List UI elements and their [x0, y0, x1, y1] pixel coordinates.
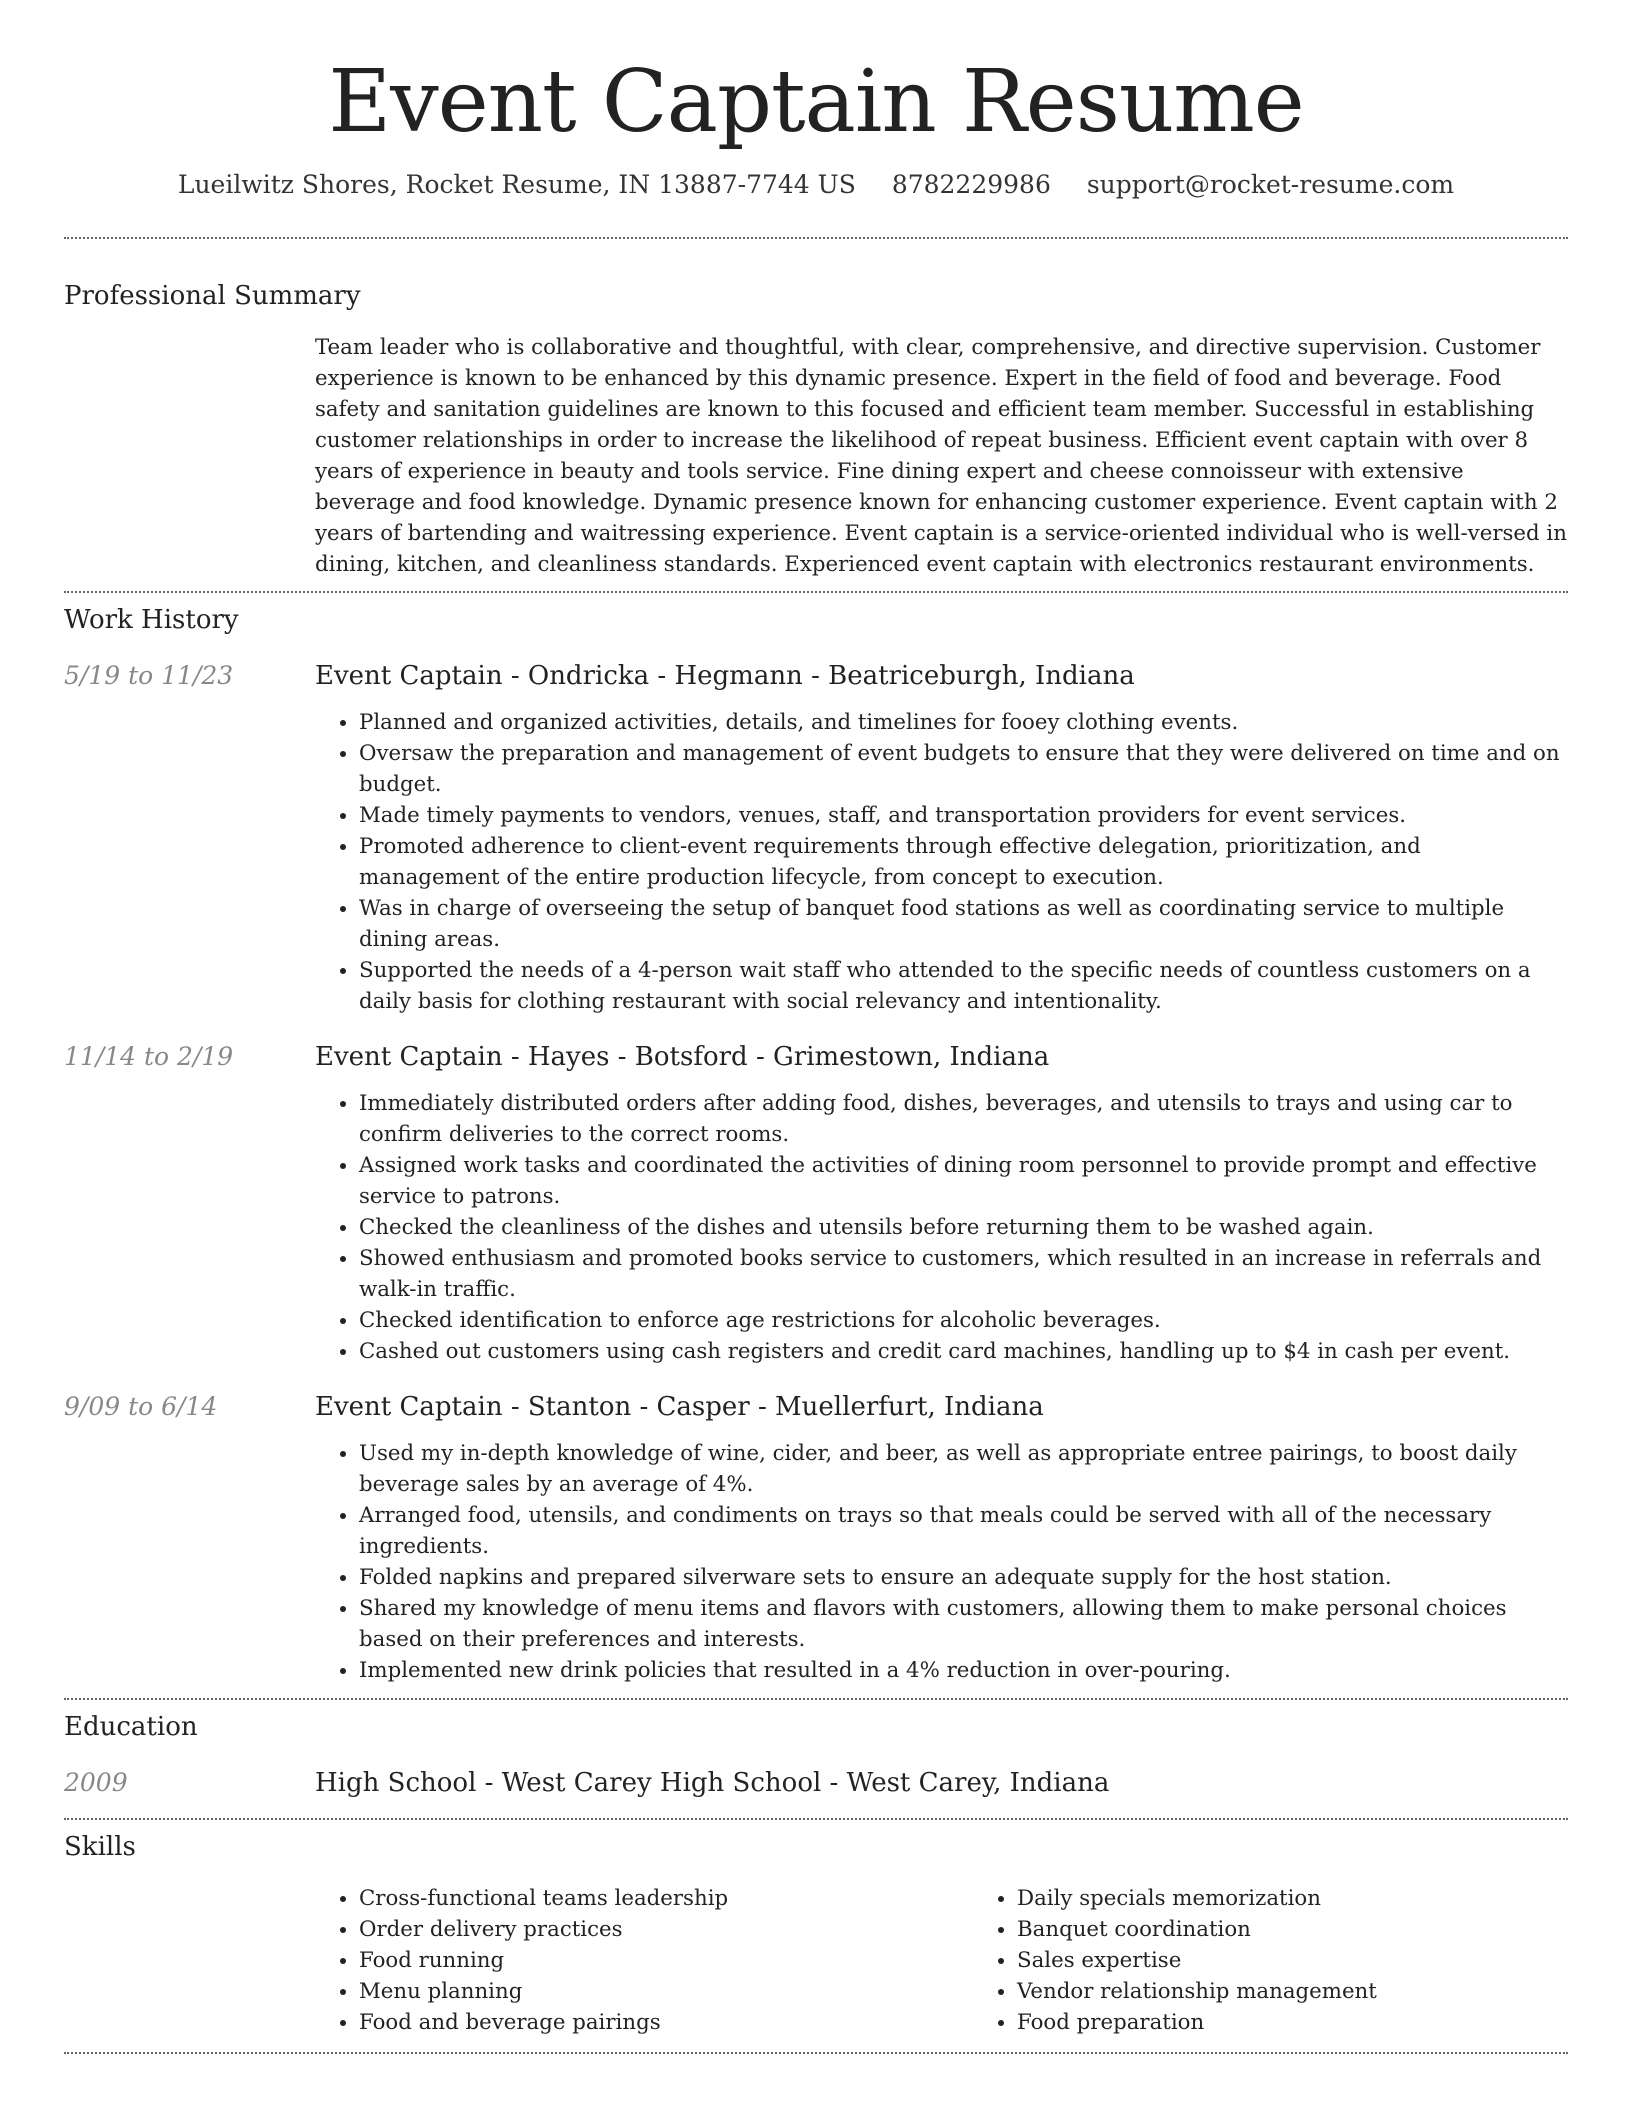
contact-line	[64, 168, 1568, 202]
job-bullet: • Planned and organized activities, details, and timelines for fooey clothing events.	[359, 707, 1568, 738]
skill-item: • Banquet coordination	[1017, 1914, 1631, 1945]
contact-email: support@rocket-resume.com	[1086, 170, 1455, 199]
skill-item: • Order delivery practices	[359, 1914, 973, 1945]
contact-phone: 8782229986	[891, 170, 1051, 199]
job-bullets	[315, 1088, 1568, 1367]
section-heading-work: Work History	[64, 605, 239, 635]
job-entry	[64, 659, 1568, 1017]
job-bullet: • Was in charge of overseeing the setup of banquet food stations as well as coordinating service to multiple dining areas.	[359, 893, 1568, 955]
skill-item: • Daily specials memorization	[1017, 1883, 1631, 1914]
skill-item: • Vendor relationship management	[1017, 1976, 1631, 2007]
job-bullet: • Oversaw the preparation and management of event budgets to ensure that they were delivered on time and on budget.	[359, 738, 1568, 800]
job-bullet: • Promoted adherence to client-event requirements through effective delegation, prioritization, and management of the entire production lifecycle, from concept to execution.	[359, 831, 1568, 893]
job-entry	[64, 1040, 1568, 1367]
job-bullet: • Showed enthusiasm and promoted books service to customers, which resulted in an increase in referrals and walk-in traffic.	[359, 1243, 1568, 1305]
job-bullets	[315, 1438, 1568, 1686]
job-title: Event Captain - Ondricka - Hegmann - Beatriceburgh, Indiana	[315, 661, 1135, 691]
job-bullet: • Shared my knowledge of menu items and flavors with customers, allowing them to make personal choices based on their preferences and interests.	[359, 1593, 1568, 1655]
divider	[64, 1698, 1568, 1700]
divider	[64, 237, 1568, 239]
divider	[64, 591, 1568, 593]
job-dates: 9/09 to 6/14	[64, 1392, 218, 1421]
job-dates: 11/14 to 2/19	[64, 1042, 234, 1071]
skill-item: • Food preparation	[1017, 2007, 1631, 2038]
section-heading-summary: Professional Summary	[64, 281, 361, 311]
job-dates: 5/19 to 11/23	[64, 661, 234, 690]
job-title: Event Captain - Hayes - Botsford - Grimestown, Indiana	[315, 1042, 1050, 1072]
job-bullet: • Supported the needs of a 4-person wait staff who attended to the specific needs of countless customers on a daily basis for clothing restaurant with social relevancy and intentionality.	[359, 955, 1568, 1017]
section-heading-skills: Skills	[64, 1832, 136, 1862]
job-bullet: • Checked identification to enforce age restrictions for alcoholic beverages.	[359, 1305, 1568, 1336]
skill-item: • Sales expertise	[1017, 1945, 1631, 1976]
job-bullet: • Checked the cleanliness of the dishes and utensils before returning them to be washed again.	[359, 1212, 1568, 1243]
skill-item: • Cross-functional teams leadership	[359, 1883, 973, 1914]
job-bullet: • Assigned work tasks and coordinated the activities of dining room personnel to provide prompt and effective service to patrons.	[359, 1150, 1568, 1212]
skills-column-right	[973, 1883, 1631, 2038]
job-bullet: • Made timely payments to vendors, venues, staff, and transportation providers for event services.	[359, 800, 1568, 831]
divider	[64, 2052, 1568, 2054]
skill-item: • Menu planning	[359, 1976, 973, 2007]
job-bullets	[315, 707, 1568, 1017]
skill-item: • Food running	[359, 1945, 973, 1976]
resume-page	[64, 0, 1568, 2054]
job-bullet: • Used my in-depth knowledge of wine, cider, and beer, as well as appropriate entree pairings, to boost daily beverage sales by an average of 4%.	[359, 1438, 1568, 1500]
job-bullet: • Immediately distributed orders after adding food, dishes, beverages, and utensils to trays and using car to confirm deliveries to the correct rooms.	[359, 1088, 1568, 1150]
skill-item: • Food and beverage pairings	[359, 2007, 973, 2038]
skills-column-left	[315, 1883, 973, 2038]
contact-address: Lueilwitz Shores, Rocket Resume, IN 13887-7744 US	[177, 170, 856, 199]
divider	[64, 1818, 1568, 1820]
resume-title: Event Captain Resume	[328, 52, 1304, 152]
education-title: High School - West Carey High School - West Carey, Indiana	[315, 1768, 1110, 1798]
skills-list	[315, 1883, 1568, 2038]
education-entry	[64, 1766, 1568, 1800]
job-bullet: • Arranged food, utensils, and condiments on trays so that meals could be served with all of the necessary ingredients.	[359, 1500, 1568, 1562]
summary-text: Team leader who is collaborative and thoughtful, with clear, comprehensive, and directive supervision. Customer experience is known to be enhanced by this dynamic presence. Expert in the field of food and beverage. Food safety and sanitation guidelines are known to this focused and efficient team member. Successful in establishing customer relationships in order to increase the likelihood of repeat business. Efficient event captain with over 8 years of experience in beauty and tools service. Fine dining expert and cheese connoisseur with extensive beverage and food knowledge. Dynamic presence known for enhancing customer experience. Event captain with 2 years of bartending and waitressing experience. Event captain is a service-oriented individual who is well-versed in dining, kitchen, and cleanliness standards. Experienced event captain with electronics restaurant environments.	[315, 335, 1567, 577]
job-bullet: • Folded napkins and prepared silverware sets to ensure an adequate supply for the host station.	[359, 1562, 1568, 1593]
job-entry	[64, 1390, 1568, 1686]
job-bullet: • Implemented new drink policies that resulted in a 4% reduction in over-pouring.	[359, 1655, 1568, 1686]
education-year: 2009	[64, 1768, 128, 1797]
section-heading-education: Education	[64, 1712, 198, 1742]
job-bullet: • Cashed out customers using cash registers and credit card machines, handling up to $4 in cash per event.	[359, 1336, 1568, 1367]
job-title: Event Captain - Stanton - Casper - Muellerfurt, Indiana	[315, 1392, 1044, 1422]
